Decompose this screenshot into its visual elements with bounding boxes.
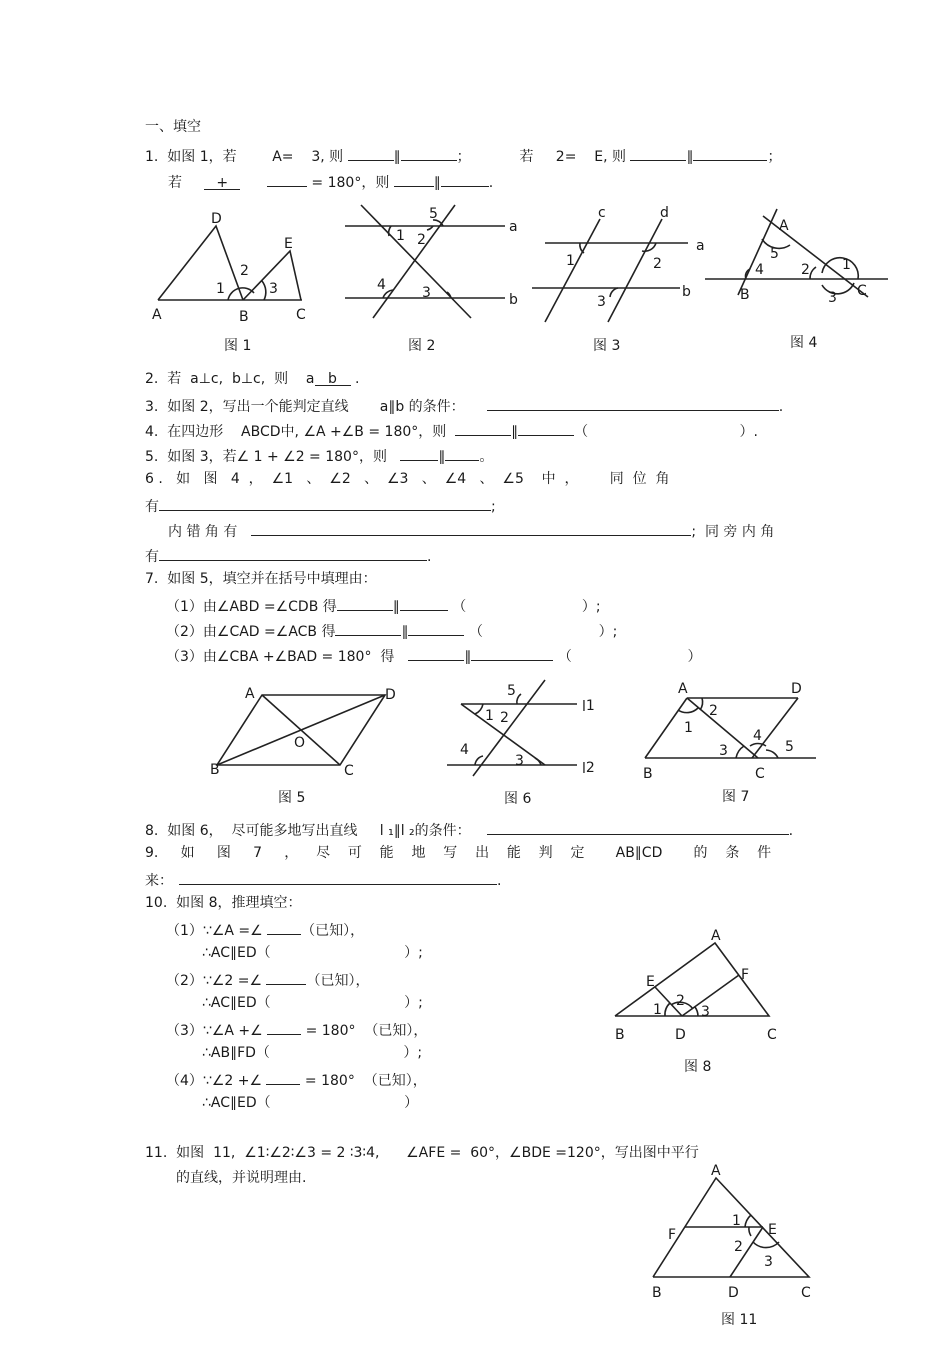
fig4-angle-arc [810,267,816,279]
fig1-angle-3: 3 [269,281,278,297]
fig11-angle-1: 1 [732,1213,741,1229]
q1-blank-5[interactable] [267,171,307,187]
q7-blank-2b[interactable] [408,620,464,636]
q7-line2 [166,620,617,641]
fig11-label-B: B [652,1285,662,1301]
fig8-label-C: C [767,1027,777,1043]
q4-end: （ ）. [574,424,758,440]
q6-line1: 6 . 如 图 4 ， ∠1 、 ∠2 、 ∠3 、 ∠4 、 ∠5 中 ， 同 位 角 [145,471,670,487]
fig8-segment-DF [682,975,739,1016]
fig7-angle-arc [736,746,744,758]
q6-period: . [427,549,432,565]
q4-text: 4. 在四边形 ABCD中, ∠A +∠B = 180°，则 [145,424,456,440]
q10-blank-c[interactable] [267,1019,301,1035]
fig7-angle-1: 1 [684,720,693,736]
q8-blank[interactable] [487,819,789,835]
q10-b1-reason: （已知）， [306,973,370,989]
figure-3 [530,205,710,330]
q1-text-a: 1. 如图 1，若 A= 3, 则 [145,149,348,165]
fig1-angle-arc [262,281,266,300]
fig5-diagonal-BD [217,695,385,765]
fig7-angle-2: 2 [709,703,718,719]
q1-line1 [145,145,781,166]
q10-a1-text: （1）∵∠A =∠ [166,923,268,939]
fig4-label-B: B [740,287,750,303]
figure-2 [343,200,523,325]
q6-line4 [145,545,431,566]
q6-text-alternate: 内 错 角 有 [168,524,238,540]
q6-blank-alternate[interactable] [251,520,691,536]
fig5-label-O: O [294,735,306,751]
fig11-caption: 图 11 [721,1312,758,1328]
fig3-label-a: a [696,238,705,254]
q10-c1-reason: = 180° （已知）， [301,1023,428,1039]
fig6-angle-4: 4 [460,742,469,758]
fig2-angle-1: 1 [396,228,405,244]
fig7-label-C: C [755,766,765,782]
q10-a1 [166,919,364,940]
q1-text-c: 若 [168,175,205,191]
q7-s2-text: （2）由∠CAD =∠ACB 得 [166,624,336,640]
q7-reason-1: （ ）; [452,599,601,615]
q1-blank-2[interactable] [401,145,457,161]
q5-end: 。 [479,449,494,465]
fig4-caption: 图 4 [790,335,818,351]
fig4-angle-1: 1 [842,257,851,273]
fig3-label-d: d [660,205,669,221]
q10-d1-text: （4）∵∠2 +∠ [166,1073,267,1089]
fig5-label-B: B [210,762,220,778]
figure-1 [150,205,320,330]
fig8-label-E: E [646,974,655,990]
q1-line2 [168,171,493,192]
q10-b1 [166,969,369,990]
fig5-label-C: C [344,763,354,779]
fig3-angle-1: 1 [566,253,575,269]
fig8-angle-arc [665,1003,670,1016]
fig7-angle-3: 3 [719,743,728,759]
q10-blank-a[interactable] [267,919,301,935]
q7-reason-3: （ ） [557,649,702,665]
fig1-label-A: A [152,307,162,323]
q10-b1-text: （2）∵∠2 =∠ [166,973,267,989]
fig7-caption: 图 7 [722,789,750,805]
parallel-sign: ∥ [464,649,472,665]
q1-text-b: 若 2= E, 则 [501,149,631,165]
parallel-sign: ∥ [393,149,401,165]
fig7-side-AB [645,698,687,758]
parallel-sign: ∥ [438,449,446,465]
fig11-label-A: A [711,1163,721,1179]
fig7-label-A: A [678,681,688,697]
fig6-angle-3: 3 [515,753,524,769]
q10-c1 [166,1019,427,1040]
fig2-label-b: b [509,292,518,308]
q10-title: 10. 如图 8，推理填空： [145,895,302,911]
fig2-transversal-1 [361,205,471,318]
q1-semicolon: ； [456,149,471,165]
q1-text-d: = 180°，则 [306,175,394,191]
fig1-caption: 图 1 [224,338,252,354]
q7-blank-1a[interactable] [337,595,393,611]
fig2-transversal-2 [373,205,455,318]
figure-8 [605,925,790,1045]
fig6-angle-arc [475,704,483,714]
q6-text-you: 有 [145,499,159,515]
q10-b2: ∴AC∥ED（ ）; [202,995,423,1011]
figure-5 [205,680,405,780]
q8-line [145,819,793,840]
fig8-label-A: A [711,928,721,944]
fig5-caption: 图 5 [278,790,306,806]
fig4-label-C: C [857,283,867,299]
q3-blank[interactable] [487,395,779,411]
fig7-angle-arc [700,698,703,710]
fig8-angle-1: 1 [653,1002,662,1018]
q1-plus-blank[interactable]: + [204,174,240,190]
fig2-angle-3: 3 [422,285,431,301]
q3-text: 3. 如图 2，写出一个能判定直线 a∥b 的条件： [145,399,465,415]
fig3-angle-3: 3 [597,294,606,310]
q6-line3 [168,520,774,541]
q5-blank-1[interactable] [400,445,438,461]
fig1-label-B: B [239,309,249,325]
fig11-angle-2: 2 [734,1239,743,1255]
fig8-angle-arc [695,1007,698,1016]
q8-period: . [788,823,794,839]
q4-line [145,420,758,441]
q10-d1 [166,1069,427,1090]
q1-blank-6[interactable] [394,171,434,187]
fig6-caption: 图 6 [504,791,532,807]
q7-line3 [166,645,702,666]
fig2-angle-2: 2 [417,232,426,248]
q10-blank-b[interactable] [266,969,306,985]
q7-blank-3b[interactable] [471,645,553,661]
figure-6 [445,678,610,778]
figure-4 [700,205,895,305]
q10-d1-reason: = 180° （已知）， [300,1073,427,1089]
fig8-label-D: D [675,1027,686,1043]
fig6-label-l1: l1 [582,698,595,715]
parallel-sign: ∥ [401,624,409,640]
fig3-angle-arc [610,288,618,297]
q9-blank[interactable] [179,869,497,885]
fig4-angle-5: 5 [770,246,779,262]
q10-c1-text: （3）∵∠A +∠ [166,1023,268,1039]
fig6-label-l2: l2 [582,760,595,777]
q9-text: 来： [145,873,173,889]
fig3-line-c [545,219,600,322]
fig11-angle-arc [745,1215,751,1227]
fig11-angle-arc [749,1227,751,1236]
q7-blank-3a[interactable] [408,645,464,661]
q5-text: 5. 如图 3，若∠ 1 + ∠2 = 180°，则 [145,449,401,465]
q2-end: . [350,371,360,387]
q10-blank-d[interactable] [266,1069,300,1085]
fig7-label-D: D [791,681,802,697]
q2-answer[interactable]: b [315,370,351,386]
fig7-label-B: B [643,766,653,782]
fig1-label-D: D [211,211,222,227]
fig4-angle-3: 3 [828,290,837,306]
q11-line1: 11. 如图 11, ∠1∶∠2∶∠3 = 2 ∶3∶4, ∠AFE = 60°，∠BDE =120°，写出图中平行 [145,1145,699,1161]
fig1-angle-2: 2 [240,263,249,279]
parallel-sign: ∥ [392,599,400,615]
fig8-angle-2: 2 [676,993,685,1009]
q6-blank-interior[interactable] [159,545,427,561]
fig5-label-D: D [385,687,396,703]
q6-blank-corresponding[interactable] [159,495,491,511]
fig11-label-F: F [668,1227,677,1243]
q8-text: 8. 如图 6， 尽可能多地写出直线 l ₁∥l ₂的条件： [145,823,471,839]
fig1-angle-1: 1 [216,281,225,297]
figure-7 [640,678,825,782]
q7-s1-text: （1）由∠ABD =∠CDB 得 [166,599,337,615]
fig7-angle-4: 4 [753,728,762,744]
q10-a2: ∴AC∥ED（ ）; [202,945,423,961]
section-title: 一、填空 [145,119,201,135]
q9-line1: 9. 如 图 7 ， 尽 可 能 地 写 出 能 判 定 AB∥CD 的 条 件 [145,845,772,861]
q10-c2: ∴AB∥FD（ ）; [202,1045,423,1061]
q10-a1-reason: （已知）， [301,923,365,939]
fig4-label-A: A [779,218,789,234]
fig11-label-C: C [801,1285,811,1301]
fig8-label-F: F [741,967,750,983]
fig2-caption: 图 2 [408,338,436,354]
q7-blank-1b[interactable] [400,595,448,611]
q10-d2: ∴AC∥ED（ ） [202,1095,419,1111]
fig8-label-B: B [615,1027,625,1043]
fig2-angle-5: 5 [429,206,438,222]
fig2-angle-4: 4 [377,277,386,293]
fig3-label-c: c [598,205,606,221]
fig6-angle-arc [535,758,541,765]
fig4-angle-arc [822,283,854,294]
q6-text-interior: ; 同 旁 内 角 [691,524,775,540]
fig6-angle-1: 1 [485,708,494,724]
fig7-angle-arc [766,750,778,758]
q11-line2: 的直线，并说明理由. [176,1170,307,1186]
q6-line2 [145,495,496,516]
q6-semicolon: ; [491,499,496,515]
fig3-angle-2: 2 [653,256,662,272]
fig4-angle-2: 2 [801,262,810,278]
q1-blank-3[interactable] [630,145,686,161]
fig6-angle-2: 2 [500,710,509,726]
q1-blank-1[interactable] [348,145,394,161]
fig2-label-a: a [509,219,518,235]
q7-title: 7. 如图 5，填空并在括号中填理由： [145,571,377,587]
q4-blank-2[interactable] [518,420,574,436]
fig1-label-E: E [284,236,293,252]
fig8-angle-3: 3 [701,1004,710,1020]
q6-text-you2: 有 [145,549,159,565]
parallel-sign: ∥ [433,175,441,191]
q3-line [145,395,783,416]
fig5-label-A: A [245,686,255,702]
fig6-angle-5: 5 [507,683,516,699]
q1-blank-7[interactable] [441,171,489,187]
q1-period: . [488,175,494,191]
q7-reason-2: （ ）; [468,624,618,640]
parallel-sign: ∥ [511,424,519,440]
q5-line [145,445,493,466]
q7-line1 [166,595,601,616]
fig11-angle-arc [753,1242,779,1248]
q2-text: 2. 若 a⊥c, b⊥c, 则 a [145,371,315,387]
fig3-caption: 图 3 [593,338,621,354]
fig11-label-E: E [768,1222,777,1238]
q1-semicolon: ； [767,149,782,165]
q9-period: . [497,873,502,889]
q7-blank-2a[interactable] [335,620,401,636]
fig8-caption: 图 8 [684,1059,712,1075]
parallel-sign: ∥ [686,149,694,165]
q1-blank-4[interactable] [693,145,767,161]
q3-end: . [778,399,784,415]
fig4-angle-4: 4 [755,262,764,278]
q4-blank-1[interactable] [455,420,511,436]
q9-line2 [145,869,501,890]
fig1-triangle-left [158,226,243,300]
fig11-angle-3: 3 [764,1254,773,1270]
q5-blank-2[interactable] [445,445,479,461]
figure-11 [645,1160,825,1302]
fig3-label-b: b [682,284,691,300]
fig1-label-C: C [296,307,306,323]
fig3-angle-arc [580,243,584,253]
fig11-label-D: D [728,1285,739,1301]
q2-line [145,370,359,388]
fig7-angle-arc [678,708,698,713]
fig7-angle-5: 5 [785,739,794,755]
q7-s3-text: （3）由∠CBA +∠BAD = 180° 得 [166,649,395,665]
fig6-angle-arc [517,694,521,704]
